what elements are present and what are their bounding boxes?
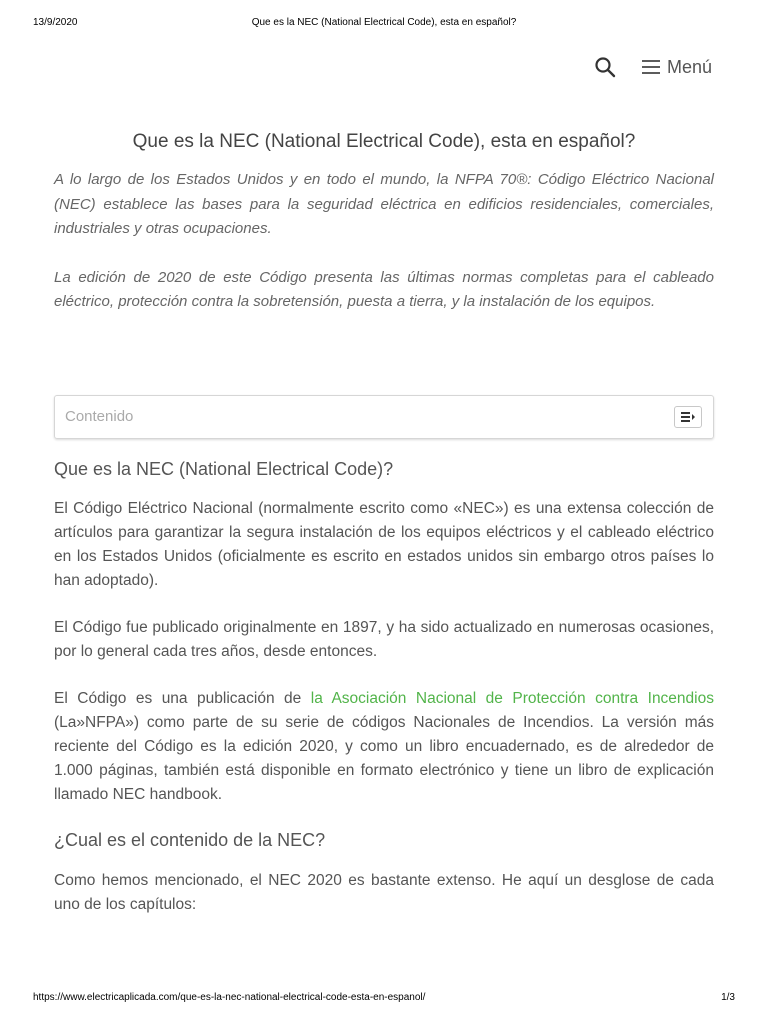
nfpa-link[interactable]: la Asociación Nacional de Protección contra Incendios [310, 689, 714, 707]
body-paragraph: El Código fue publicado originalmente en 1897, y ha sido actualizado en numerosas ocasiones, por lo general cada tres años, desde entonces. [54, 618, 714, 660]
toc-title: Contenido [65, 407, 134, 425]
print-page-title: Que es la NEC (National Electrical Code), esta en español? [251, 17, 517, 28]
hamburger-icon [641, 59, 661, 75]
menu-button[interactable] [641, 54, 712, 80]
toc-toggle-button[interactable] [674, 406, 702, 428]
article [54, 120, 714, 917]
body-paragraph: El Código Eléctrico Nacional (normalmente escrito como «NEC») es una extensa colección de artículos para garantizar la segura instalación de los equipos eléctricos y el cableado eléctrico en los Estados Unidos (oficialmente es escrito en estados unidos sin embargo otros países lo han adoptado). [54, 499, 714, 589]
paragraph-text: El Código es una publicación de [54, 689, 311, 707]
section-heading-contenido: ¿Cual es el contenido de la NEC? [54, 829, 326, 850]
search-icon [593, 55, 617, 79]
intro-paragraph: La edición de 2020 de este Código presenta las últimas normas completas para el cableado eléctrico, protección contra la sobretensión, puesta a tierra, y la instalación de los equipos. [54, 268, 714, 310]
print-footer [0, 992, 768, 1006]
table-of-contents [54, 395, 714, 439]
page-number: 1/3 [721, 992, 735, 1003]
paragraph-text: (La»NFPA») como parte de su serie de códigos Nacionales de Incendios. La versión más reciente del Código es la edición 2020, y como un libro encuadernado, es de alrededor de 1.000 páginas, también está disponible en formato electrónico y tiene un libro de explicación llamado NEC handbook. [54, 713, 714, 803]
list-toggle-icon [680, 411, 696, 423]
menu-label: Menú [667, 56, 713, 77]
print-url: https://www.electricaplicada.com/que-es-la-nec-national-electrical-code-esta-en-espanol/ [33, 992, 426, 1003]
search-button[interactable] [593, 55, 617, 79]
print-header [0, 17, 768, 31]
body-paragraph [54, 687, 714, 807]
intro-paragraph: A lo largo de los Estados Unidos y en todo el mundo, la NFPA 70®: Código Eléctrico Nacional (NEC) establece las bases para la seguridad eléctrica en edificios residenciales, comerciales, industriales y otras ocupaciones. [54, 171, 714, 237]
site-navbar [0, 52, 768, 82]
section-heading-nec: Que es la NEC (National Electrical Code)? [54, 458, 394, 479]
print-date: 13/9/2020 [33, 17, 78, 28]
page-title: Que es la NEC (National Electrical Code), esta en español? [132, 131, 636, 152]
body-paragraph: Como hemos mencionado, el NEC 2020 es bastante extenso. He aquí un desglose de cada uno de los capítulos: [54, 871, 714, 913]
